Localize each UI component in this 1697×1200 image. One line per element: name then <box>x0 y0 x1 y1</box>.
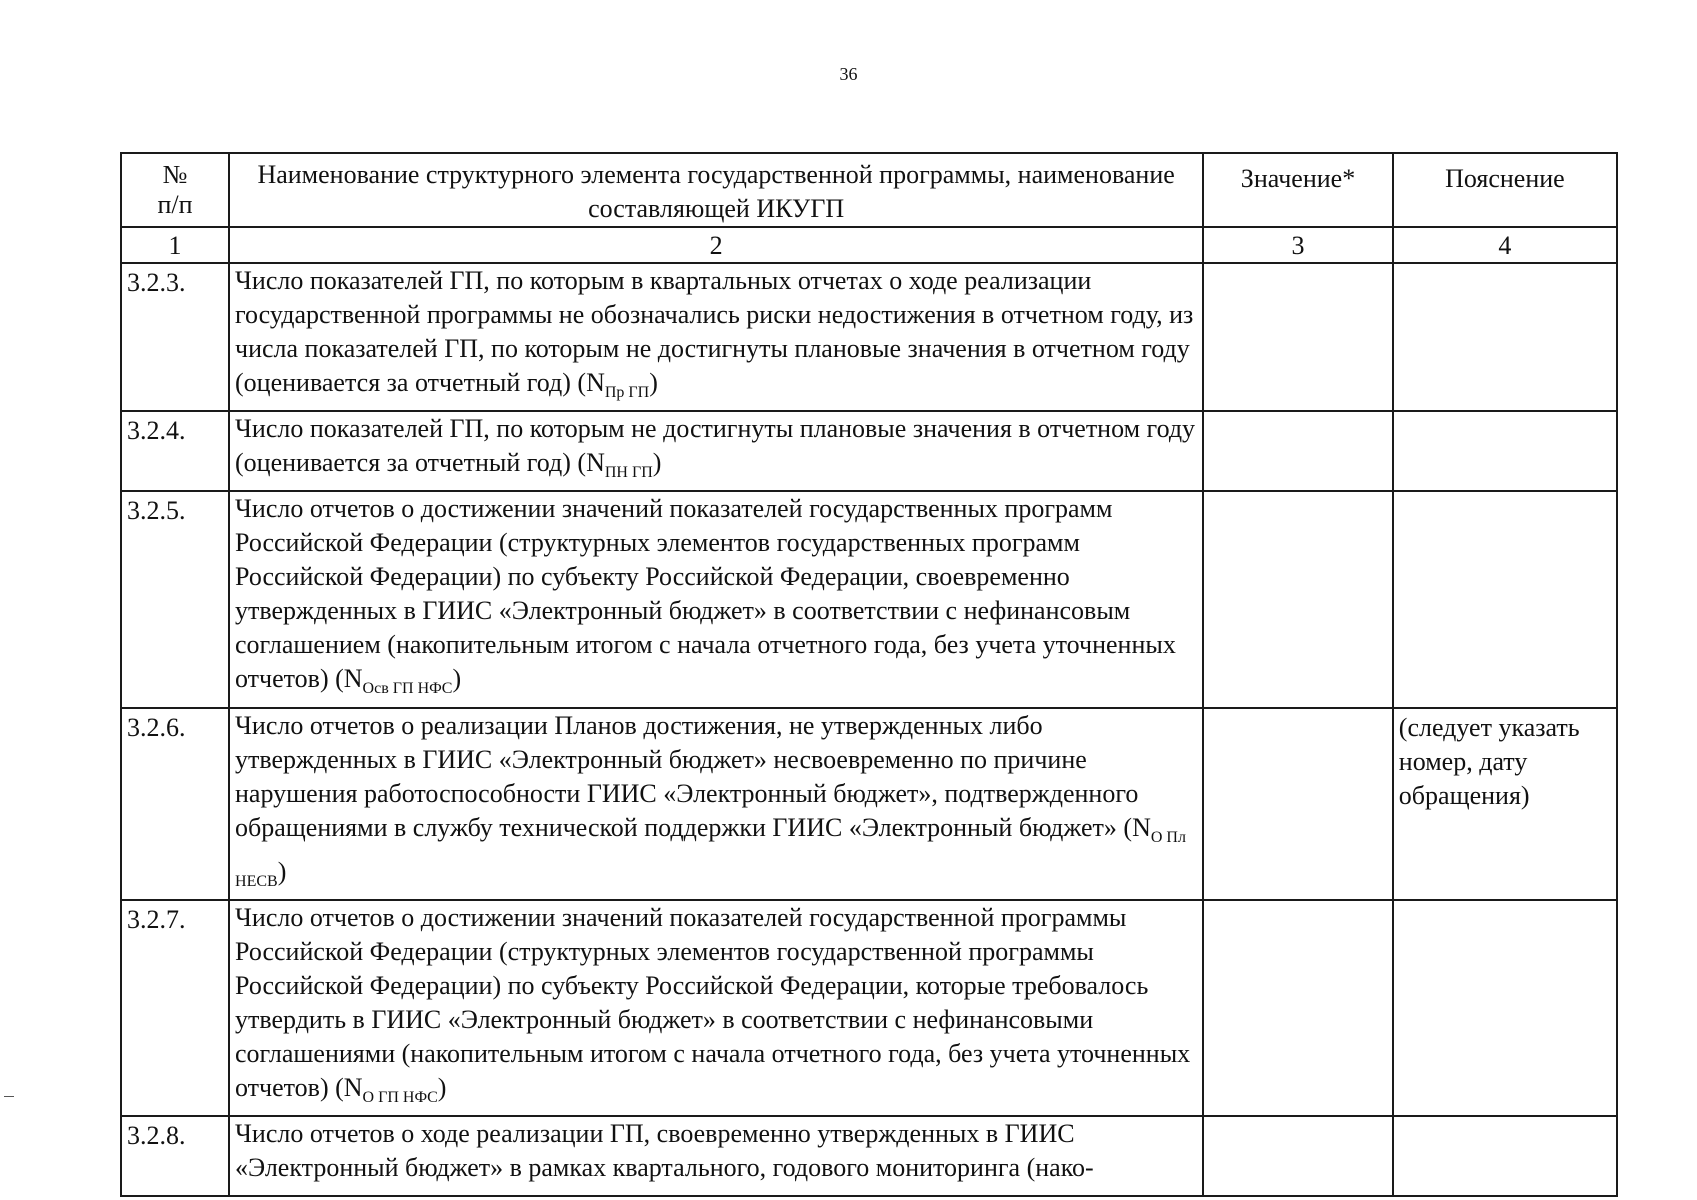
header-value: Значение* <box>1203 153 1393 227</box>
row-value <box>1203 1116 1393 1196</box>
row-code: 3.2.6. <box>121 708 229 900</box>
symbol-subscript: О Пл НЕСВ <box>235 828 1186 890</box>
page-number: 36 <box>839 64 858 84</box>
symbol-close: ) <box>652 448 662 478</box>
row-description <box>229 708 1203 900</box>
row-description <box>229 1116 1203 1196</box>
symbol-subscript: Осв ГП НФС <box>362 680 453 698</box>
row-text: Число отчетов о реализации Планов достижения, не утвержденных либо утвержденных в ГИИС «Электронный бюджет» несвоевременно по причине нарушения работоспособности ГИИС «Электронный бюджет», подтвержденного обращениями в службу технической поддержки ГИИС «Электронный бюджет» (N <box>235 710 1151 842</box>
header-row <box>121 153 1617 227</box>
table-row <box>121 491 1617 707</box>
column-number: 4 <box>1393 227 1617 263</box>
row-code: 3.2.7. <box>121 900 229 1116</box>
row-note: (следует указать номер, дату обращения) <box>1393 708 1617 900</box>
symbol-subscript: О ГП НФС <box>362 1089 438 1107</box>
header-number: № п/п <box>121 153 229 227</box>
table-row <box>121 411 1617 491</box>
row-note <box>1393 263 1617 411</box>
row-text: Число отчетов о ходе реализации ГП, своевременно утвержденных в ГИИС «Электронный бюджет» в рамках квартального, годового мониторинга (нако- <box>235 1119 1094 1183</box>
header-name: Наименование структурного элемента государственной программы, наименование составляющей ИКУГП <box>229 153 1203 227</box>
row-value <box>1203 263 1393 411</box>
symbol-close: ) <box>649 368 658 397</box>
row-code: 3.2.8. <box>121 1116 229 1196</box>
row-code: 3.2.5. <box>121 491 229 707</box>
row-value <box>1203 900 1393 1116</box>
table-row <box>121 708 1617 900</box>
margin-mark <box>4 1096 14 1097</box>
symbol-close: ) <box>452 664 462 694</box>
column-number: 3 <box>1203 227 1393 263</box>
row-description <box>229 263 1203 411</box>
row-code: 3.2.3. <box>121 263 229 411</box>
row-text: Число отчетов о достижении значений показателей государственной программы Российской Федерации (структурных элементов государственной программы Российской Федерации) по субъекту Российской Федерации, которые требовалось утвердить в ГИИС «Электронный бюджет» в соответствии с нефинансовыми соглашениями (накопительным итогом с начала отчетного года, без учета уточненных отчетов) (N <box>235 902 1191 1102</box>
row-note <box>1393 411 1617 491</box>
table-row <box>121 1116 1617 1196</box>
row-description <box>229 411 1203 491</box>
table-row <box>121 900 1617 1116</box>
row-code: 3.2.4. <box>121 411 229 491</box>
row-text: Число показателей ГП, по которым в квартальных отчетах о ходе реализации государственной программы не обозначались риски недостижения в отчетном году, из числа показателей ГП, по которым не достигнуты плановые значения в отчетном году (оценивается за отчетный год) (N <box>235 266 1194 397</box>
row-text: Число отчетов о достижении значений показателей государственных программ Российской Федерации (структурных элементов государственных программ Российской Федерации) по субъекту Российской Федерации, своевременно утвержденных в ГИИС «Электронный бюджет» в соответствии с нефинансовым соглашением (накопительным итогом с начала отчетного года, без учета уточненных отчетов) (N <box>235 494 1176 694</box>
row-note <box>1393 491 1617 707</box>
indicators-table <box>120 152 1618 1197</box>
symbol-subscript: ПН ГП <box>604 464 653 482</box>
header-note: Пояснение <box>1393 153 1617 227</box>
row-value <box>1203 708 1393 900</box>
row-value <box>1203 411 1393 491</box>
symbol-subscript: Пр ГП <box>604 384 650 402</box>
row-description <box>229 491 1203 707</box>
row-description <box>229 900 1203 1116</box>
row-value <box>1203 491 1393 707</box>
symbol-close: ) <box>277 856 287 886</box>
table-row <box>121 263 1617 411</box>
row-note <box>1393 1116 1617 1196</box>
row-note <box>1393 900 1617 1116</box>
symbol-close: ) <box>437 1072 447 1102</box>
row-text: Число показателей ГП, по которым не достигнуты плановые значения в отчетном году (оценивается за отчетный год) (N <box>235 414 1196 478</box>
column-number: 1 <box>121 227 229 263</box>
column-number: 2 <box>229 227 1203 263</box>
column-number-row <box>121 227 1617 263</box>
